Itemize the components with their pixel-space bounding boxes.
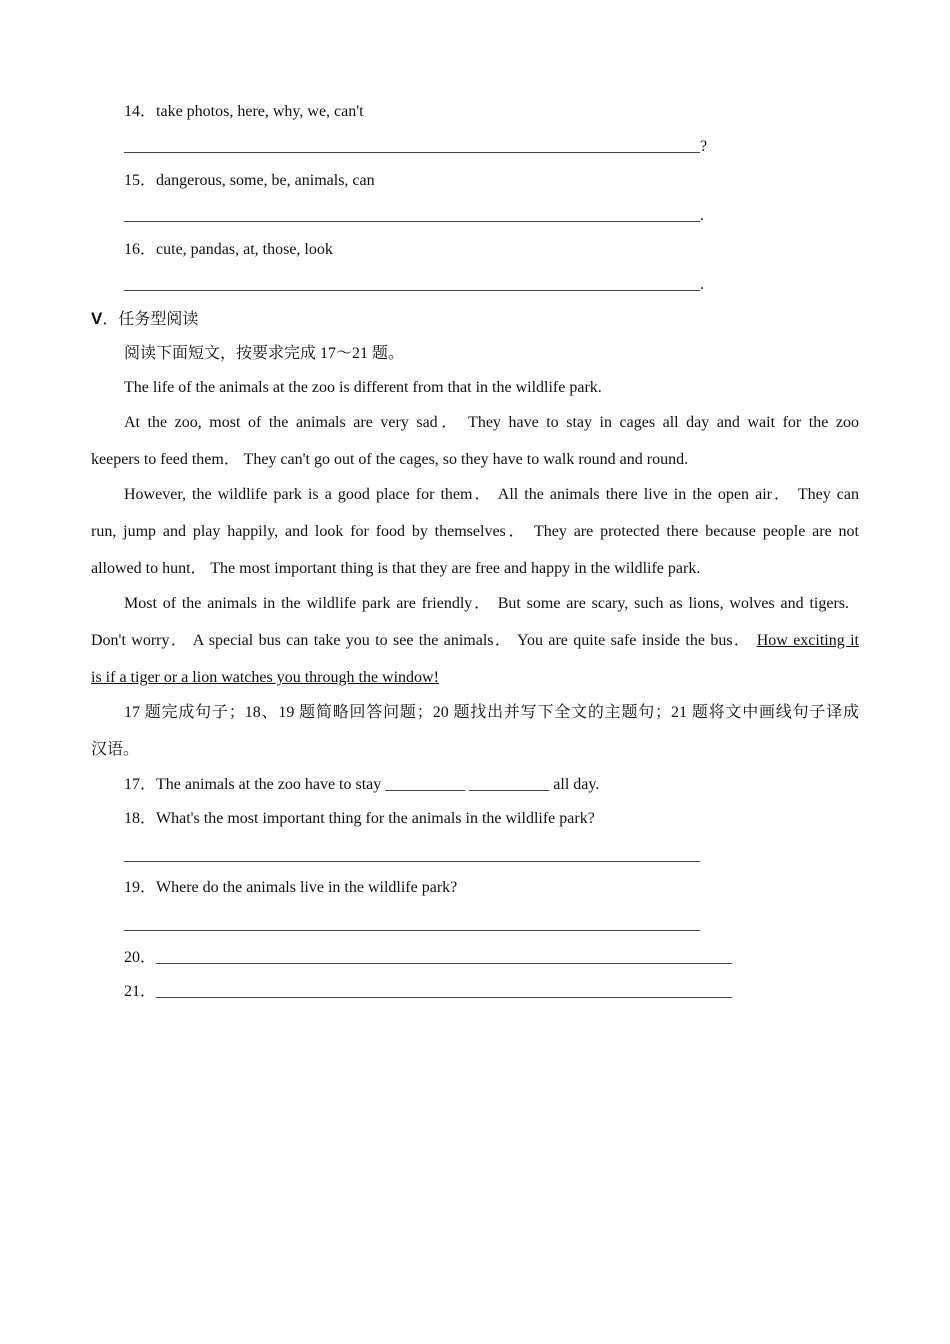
question-number: 15． xyxy=(124,172,157,189)
section-numeral: V xyxy=(91,309,103,328)
question-words: cute, pandas, at, those, look xyxy=(156,241,333,258)
question-16 xyxy=(124,240,333,260)
underlined-sentence-end: is if a tiger or a lion watches you through the window! xyxy=(91,669,439,686)
answer-line-14[interactable]: ________________________________________________________________________? xyxy=(124,138,708,155)
passage-paragraph-4-line-1: Most of the animals in the wildlife park are friendly． But some are scary, such as lions, wolves and tigers. xyxy=(124,595,849,612)
section-heading xyxy=(91,309,198,330)
question-number: 17． xyxy=(124,776,157,793)
question-number: 16． xyxy=(124,241,157,258)
question-18 xyxy=(124,809,595,829)
question-text: What's the most important thing for the animals in the wildlife park? xyxy=(156,810,595,827)
question-number: 19． xyxy=(124,879,157,896)
reading-instruction: 阅读下面短文，按要求完成 17～21 题。 xyxy=(124,345,405,362)
passage-paragraph-2-line-1: At the zoo, most of the animals are very sad． They have to stay in cages all day and wait for the zoo xyxy=(124,414,859,431)
answer-line-18[interactable]: ________________________________________________________________________ xyxy=(124,847,700,864)
question-words: dangerous, some, be, animals, can xyxy=(156,172,375,189)
question-text: The animals at the zoo have to stay __________ __________ all day. xyxy=(156,776,600,793)
question-text: Where do the animals live in the wildlife park? xyxy=(156,879,458,896)
section-separator: ． xyxy=(102,311,119,328)
question-14 xyxy=(124,102,364,122)
question-20 xyxy=(124,948,732,968)
question-number: 14． xyxy=(124,103,157,120)
passage-paragraph-3-line-3: allowed to hunt． The most important thing is that they are free and happy in the wildlife park. xyxy=(91,560,701,577)
section-title: 任务型阅读 xyxy=(118,311,199,328)
passage-paragraph-3-line-2: run, jump and play happily, and look for food by themselves． They are protected there because people are not xyxy=(91,523,859,540)
task-instruction-line-1: 17 题完成句子；18、19 题简略回答问题；20 题找出并写下全文的主题句；21 题将文中画线句子译成 xyxy=(124,704,859,721)
task-instruction-line-2: 汉语。 xyxy=(91,741,140,758)
question-19 xyxy=(124,878,457,898)
question-21 xyxy=(124,982,732,1002)
question-number: 18． xyxy=(124,810,157,827)
question-words: take photos, here, why, we, can't xyxy=(156,103,364,120)
passage-paragraph-2-line-2: keepers to feed them． They can't go out of the cages, so they have to walk round and round. xyxy=(91,451,689,468)
underlined-sentence-start: How exciting it xyxy=(756,632,860,649)
question-number: 21． xyxy=(124,983,157,1000)
question-17 xyxy=(124,775,599,795)
answer-line-20[interactable]: ________________________________________________________________________ xyxy=(156,949,733,966)
question-15 xyxy=(124,171,375,191)
passage-paragraph-4-line-2 xyxy=(91,631,859,651)
answer-line-21[interactable]: ________________________________________________________________________ xyxy=(156,983,733,1000)
answer-line-15[interactable]: ________________________________________________________________________. xyxy=(124,207,704,224)
answer-line-19[interactable]: ________________________________________________________________________ xyxy=(124,916,700,933)
answer-line-16[interactable]: ________________________________________________________________________. xyxy=(124,276,704,293)
passage-paragraph-1: The life of the animals at the zoo is different from that in the wildlife park. xyxy=(124,379,602,396)
question-number: 20． xyxy=(124,949,157,966)
passage-text: Don't worry． A special bus can take you to see the animals． You are quite safe inside the bus． xyxy=(91,632,752,649)
passage-paragraph-3-line-1: However, the wildlife park is a good place for them． All the animals there live in the open air． They can xyxy=(124,486,859,503)
